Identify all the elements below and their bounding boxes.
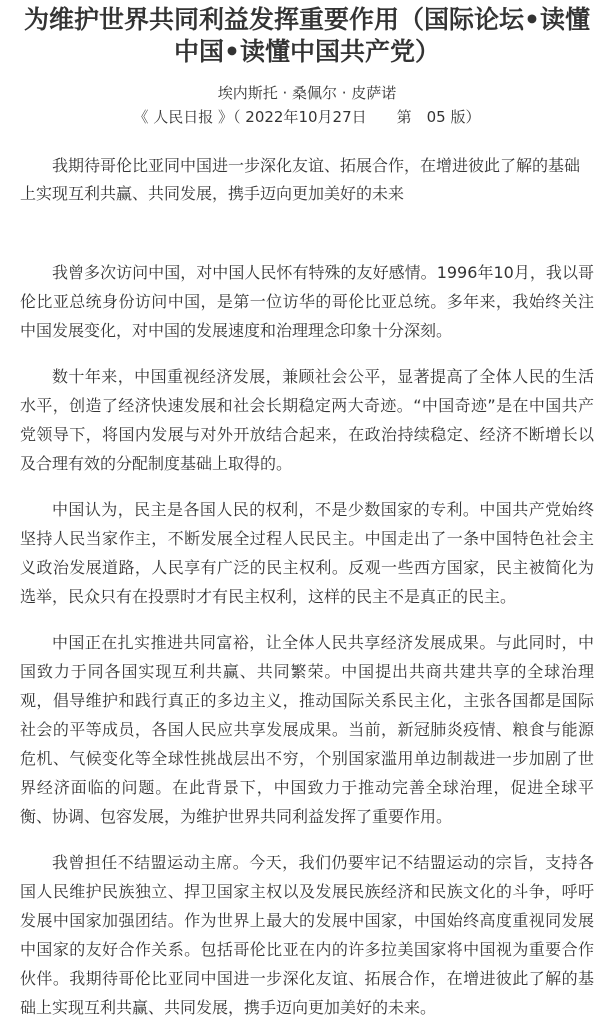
article bbox=[0, 4, 614, 1022]
paragraph: 我曾担任不结盟运动主席。今天，我们仍要牢记不结盟运动的宗旨，支持各国人民维护民族独立、捍卫国家主权以及发展民族经济和民族文化的斗争，呼吁发展中国家加强团结。作为世界上最大的发展中国家，中国始终高度重视同发展中国家的友好合作关系。包括哥伦比亚在内的许多拉美国家将中国视为重要合作伙伴。我期待哥伦比亚同中国进一步深化友谊、拓展合作，在增进彼此了解的基础上实现互利共赢、共同发展，携手迈向更加美好的未来。 bbox=[20, 853, 594, 1017]
paragraph: 中国正在扎实推进共同富裕，让全体人民共享经济发展成果。与此同时，中国致力于同各国实现互利共赢、共同繁荣。中国提出共商共建共享的全球治理观，倡导维护和践行真正的多边主义，推动国际关系民主化，主张各国都是国际社会的平等成员，各国人民应共享发展成果。当前，新冠肺炎疫情、粮食与能源危机、气候变化等全球性挑战层出不穷，个别国家滥用单边制裁进一步加剧了世界经济面临的问题。在此背景下，中国致力于推动完善全球治理，促进全球平衡、协调、包容发展，为维护世界共同利益发挥了重要作用。 bbox=[20, 633, 594, 826]
article-source: 《 人民日报 》（ 2022年10月27日 第 05 版） bbox=[133, 108, 481, 126]
article-lead: 我期待哥伦比亚同中国进一步深化友谊、拓展合作，在增进彼此了解的基础上实现互利共赢、共同发展，携手迈向更加美好的未来 bbox=[20, 156, 581, 203]
paragraph: 我曾多次访问中国，对中国人民怀有特殊的友好感情。1996年10月，我以哥伦比亚总统身份访问中国，是第一位访华的哥伦比亚总统。多年来，我始终关注中国发展变化，对中国的发展速度和治理理念印象十分深刻。 bbox=[20, 263, 594, 340]
article-body bbox=[0, 258, 614, 1022]
paragraph: 数十年来，中国重视经济发展，兼顾社会公平，显著提高了全体人民的生活水平，创造了经济快速发展和社会长期稳定两大奇迹。“中国奇迹”是在中国共产党领导下，将国内发展与对外开放结合起来，在政治持续稳定、经济不断增长以及合理有效的分配制度基础上取得的。 bbox=[20, 367, 594, 473]
paragraph: 中国认为，民主是各国人民的权利，不是少数国家的专利。中国共产党始终坚持人民当家作主，不断发展全过程人民民主。中国走出了一条中国特色社会主义政治发展道路，人民享有广泛的民主权利。反观一些西方国家，民主被简化为选举，民众只有在投票时才有民主权利，这样的民主不是真正的民主。 bbox=[20, 500, 594, 606]
article-title: 为维护世界共同利益发挥重要作用（国际论坛•读懂中国•读懂中国共产党） bbox=[24, 5, 590, 66]
article-author: 埃内斯托 · 桑佩尔 · 皮萨诺 bbox=[217, 84, 397, 102]
